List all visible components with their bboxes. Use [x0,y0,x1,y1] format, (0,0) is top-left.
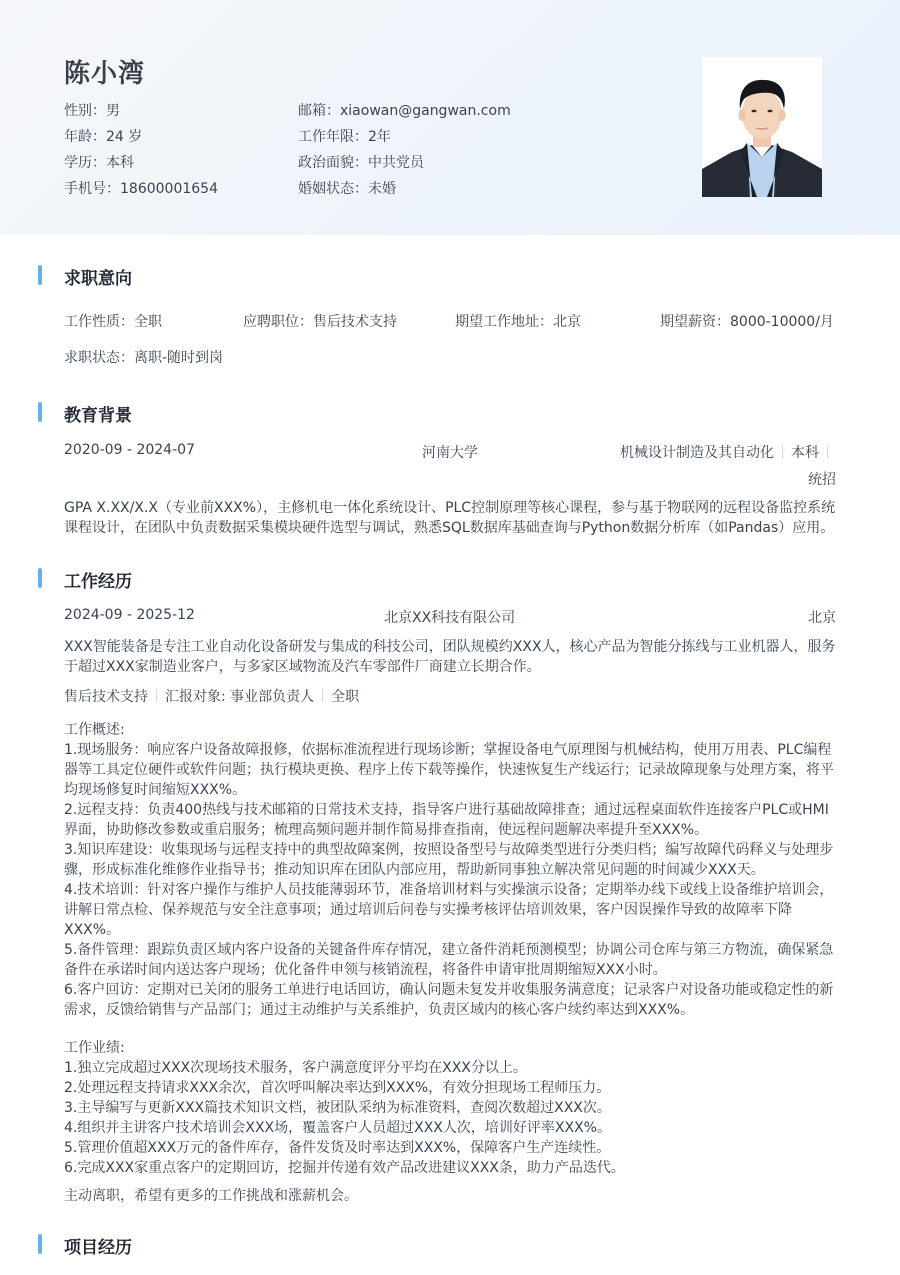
info-value: 2年 [368,129,391,145]
info-label: 年龄： [64,129,106,145]
field-value: 离职-随时到岗 [134,350,224,366]
job-type [64,311,162,331]
achievement-item: 4.组织并主讲客户技术培训会XXX场，覆盖客户人员超过XXX人次，培训好评率XXX%。 [64,1120,611,1136]
section-accent-bar [38,265,42,285]
portrait-icon [702,57,822,197]
achievements-title: 工作业绩: [64,1040,125,1056]
divider [322,689,323,702]
company-intro: XXX智能装备是专注工业自动化设备研发与集成的科技公司，团队规模约XXX人，核心产品为智能分拣线与工业机器人，服务于超过XXX家制造业客户，与多家区域物流及汽车零部件厂商建立长期合作。 [64,639,836,675]
field-value: 售后技术支持 [313,314,397,330]
work-period: 2024-09 - 2025-12 [64,607,195,623]
work-tag-type: 全职 [331,689,360,705]
candidate-name: 陈小湾 [64,59,146,89]
field-value: 8000-10000/月 [730,314,834,330]
overview-title: 工作概述: [64,722,125,738]
info-education [64,152,134,176]
section-accent-bar [38,402,42,422]
info-value: 未婚 [368,181,396,197]
overview-item: 1.现场服务：响应客户设备故障报修，依据标准流程进行现场诊断；掌握设备电气原理图与机械结构，使用万用表、PLC编程器等工具定位硬件或软件问题；执行模块更换、程序上传下载等操作，快速恢复生产线运行；记录故障现象与处理方案，将平均现场修复时间缩短XXX%。 [64,742,834,798]
field-label: 期望工作地址： [455,314,553,330]
info-value: 中共党员 [368,155,424,171]
section-title-job-intention: 求职意向 [64,269,132,289]
education-school: 河南大学 [422,445,478,461]
section-accent-bar [38,1234,42,1254]
work-achievements [64,1038,839,1178]
work-tags [64,686,359,706]
info-value[interactable]: 18600001654 [120,181,218,197]
info-label: 手机号： [64,181,120,197]
overview-item: 5.备件管理：跟踪负责区域内客户设备的关键备件库存情况，建立备件消耗预测模型；协调公司仓库与第三方物流，确保紧急备件在承诺时间内送达客户现场；优化备件申领与核销流程，将备件申请审批周期缩短XXX小时。 [64,942,834,978]
divider [827,445,828,458]
work-city: 北京 [808,610,836,626]
info-label: 政治面貌： [298,155,368,171]
info-value: 24 岁 [106,129,143,145]
overview-item: 4.技术培训：针对客户操作与维护人员技能薄弱环节，准备培训材料与实操演示设备；定期举办线下或线上设备维护培训会，讲解日常点检、保养规范与安全注意事项；通过培训后问卷与实操考核评估培训效果，客户因误操作导致的故障率下降XXX%。 [64,882,834,938]
info-phone [64,178,218,202]
email-link[interactable]: xiaowan@gangwan.com [340,103,511,119]
info-email [298,100,511,124]
section-title-education: 教育背景 [64,406,132,426]
info-work-years [298,126,391,150]
education-description: GPA X.XX/X.X（专业前XXX%），主修机电一体化系统设计、PLC控制原理等核心课程，参与基于物联网的远程设备监控系统课程设计，在团队中负责数据采集模块硬件选型与调试，熟悉SQL数据库基础查询与Python数据分析库（如Pandas）应用。 [64,500,836,536]
info-label: 学历： [64,155,106,171]
field-value: 北京 [553,314,581,330]
education-major: 机械设计制造及其自动化 [620,445,774,461]
info-value: 本科 [106,155,134,171]
info-political-status [298,152,424,176]
achievement-item: 6.完成XXX家重点客户的定期回访，挖掘并传递有效产品改进建议XXX条，助力产品迭代。 [64,1160,625,1176]
section-title-work: 工作经历 [64,572,132,592]
work-company: 北京XX科技有限公司 [384,610,516,626]
job-salary [660,311,834,331]
leave-reason: 主动离职，希望有更多的工作挑战和涨薪机会。 [64,1188,358,1204]
overview-item: 2.远程支持：负责400热线与技术邮箱的日常技术支持，指导客户进行基础故障排查；通过远程桌面软件连接客户PLC或HMI界面，协助修改参数或重启服务；梳理高频问题并制作简易排查指南，使远程问题解决率提升至XXX%。 [64,802,829,838]
job-status [64,347,223,367]
education-period: 2020-09 - 2024-07 [64,442,195,458]
info-label: 邮箱： [298,103,340,119]
section-accent-bar [38,568,42,588]
info-age [64,126,142,150]
resume-header [0,0,900,235]
field-label: 应聘职位： [243,314,313,330]
education-major-degree [620,442,836,462]
work-tag-report-to: 汇报对象: 事业部负责人 [165,689,315,705]
section-title-project: 项目经历 [64,1238,132,1258]
field-label: 期望薪资： [660,314,730,330]
info-label: 婚姻状态： [298,181,368,197]
profile-photo [702,57,822,197]
info-value: 男 [106,103,120,119]
achievement-item: 1.独立完成超过XXX次现场技术服务，客户满意度评分平均在XXX分以上。 [64,1060,527,1076]
field-label: 求职状态： [64,350,134,366]
overview-item: 3.知识库建设：收集现场与远程支持中的典型故障案例，按照设备型号与故障类型进行分类归档；编写故障代码释义与处理步骤，形成标准化维修作业指导书；推动知识库在团队内部应用，帮助新同事独立解决常见问题的时间减少XXX天。 [64,842,834,878]
education-type: 统招 [808,472,836,488]
field-value: 全职 [134,314,162,330]
info-label: 性别： [64,103,106,119]
work-tag-position: 售后技术支持 [64,689,148,705]
work-overview [64,720,839,1020]
achievement-item: 5.管理价值超XXX万元的备件库存，备件发货及时率达到XXX%，保障客户生产连续性。 [64,1140,611,1156]
divider [156,689,157,702]
field-label: 工作性质： [64,314,134,330]
divider [782,445,783,458]
info-gender [64,100,120,124]
education-degree: 本科 [791,445,819,461]
job-location [455,311,581,331]
info-label: 工作年限： [298,129,368,145]
job-position [243,311,397,331]
info-marital-status [298,178,396,202]
achievement-item: 3.主导编写与更新XXX篇技术知识文档，被团队采纳为标准资料，查阅次数超过XXX次。 [64,1100,611,1116]
achievement-item: 2.处理远程支持请求XXX余次，首次呼叫解决率达到XXX%，有效分担现场工程师压力。 [64,1080,611,1096]
overview-item: 6.客户回访：定期对已关闭的服务工单进行电话回访，确认问题未复发并收集服务满意度；记录客户对设备功能或稳定性的新需求，反馈给销售与产品部门；通过主动维护与关系维护，负责区域内的核心客户续约率达到XXX%。 [64,982,834,1018]
